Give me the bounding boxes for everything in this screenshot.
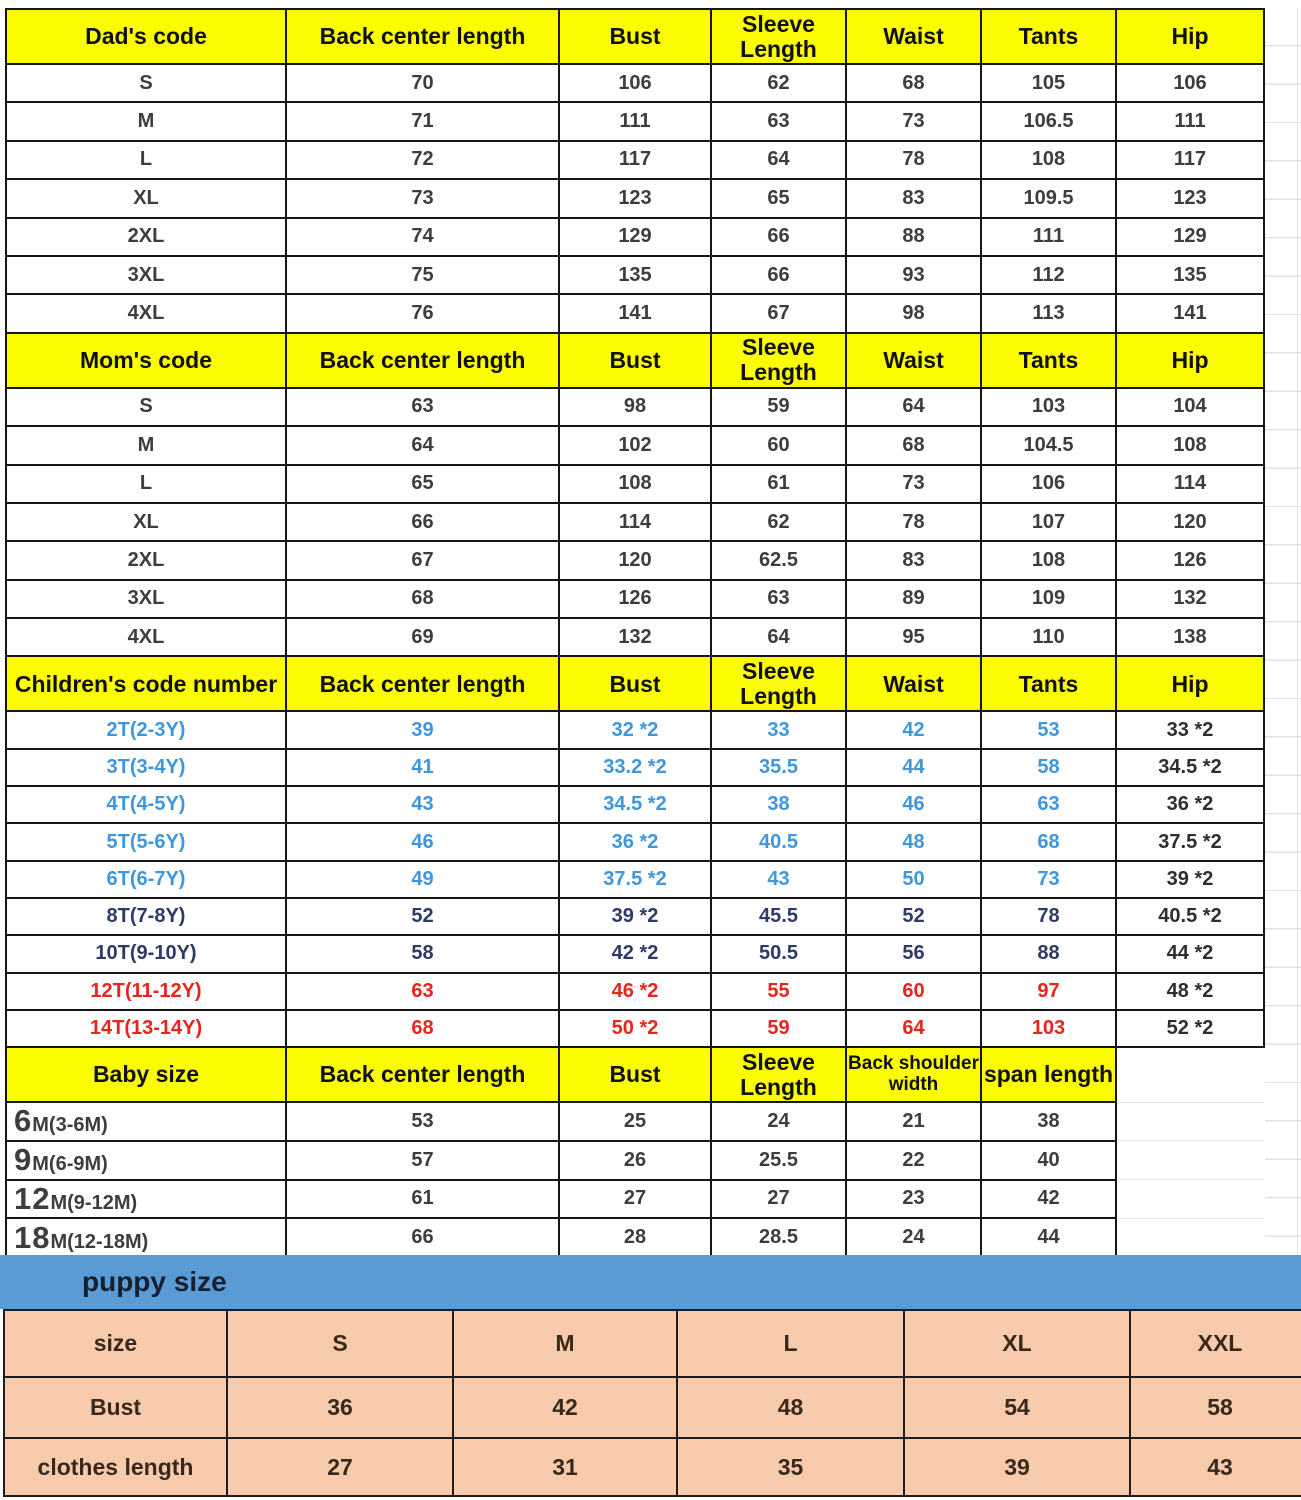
table-row xyxy=(6,580,1264,618)
table-row xyxy=(6,256,1264,294)
baby-size-label-cell xyxy=(6,1102,286,1141)
table-cell: 73 xyxy=(846,102,981,140)
table-cell: 114 xyxy=(559,503,711,541)
table-cell: 111 xyxy=(981,218,1116,256)
table-cell: 52 *2 xyxy=(1116,1010,1264,1047)
table-cell: 50.5 xyxy=(711,935,846,972)
puppy-size-table xyxy=(3,1309,1301,1497)
table-cell: 88 xyxy=(846,218,981,256)
table-row xyxy=(6,465,1264,503)
column-header: Back center length xyxy=(286,656,559,711)
empty-cell xyxy=(1116,1218,1264,1257)
table-cell: 6T(6-7Y) xyxy=(6,861,286,898)
table-cell: 33 *2 xyxy=(1116,711,1264,748)
empty-cell xyxy=(1116,1141,1264,1180)
baby-size-label-cell xyxy=(6,1218,286,1257)
table-cell: 132 xyxy=(559,618,711,656)
table-cell: 72 xyxy=(286,141,559,179)
table-cell: 68 xyxy=(981,823,1116,860)
table-cell: 64 xyxy=(711,618,846,656)
table-cell: 43 xyxy=(286,786,559,823)
column-header: Bust xyxy=(559,1047,711,1102)
puppy-cell: 42 xyxy=(453,1377,677,1438)
table-cell: 135 xyxy=(1116,256,1264,294)
puppy-cell: 31 xyxy=(453,1438,677,1496)
empty-cell xyxy=(1116,1102,1264,1141)
column-header: Tants xyxy=(981,9,1116,64)
table-cell: 35.5 xyxy=(711,749,846,786)
baby-size-label-cell xyxy=(6,1180,286,1219)
table-cell: M xyxy=(6,102,286,140)
column-header: span length xyxy=(981,1047,1116,1102)
spreadsheet-gridlines xyxy=(1265,8,1301,1255)
table-cell: 3T(3-4Y) xyxy=(6,749,286,786)
table-cell: 68 xyxy=(286,1010,559,1047)
column-header: Sleeve Length xyxy=(711,1047,846,1102)
table-cell: 62 xyxy=(711,64,846,102)
column-header: Back center length xyxy=(286,333,559,388)
table-cell: 110 xyxy=(981,618,1116,656)
puppy-row-label: Bust xyxy=(4,1377,227,1438)
column-header: Sleeve Length xyxy=(711,9,846,64)
table-cell: 98 xyxy=(846,294,981,332)
puppy-table-row xyxy=(4,1310,1301,1377)
table-cell: 102 xyxy=(559,426,711,464)
table-cell: 126 xyxy=(559,580,711,618)
table-cell: 3XL xyxy=(6,256,286,294)
table-cell: 135 xyxy=(559,256,711,294)
table-cell: 75 xyxy=(286,256,559,294)
table-cell: 106 xyxy=(981,465,1116,503)
table-cell: 97 xyxy=(981,973,1116,1010)
table-row xyxy=(6,823,1264,860)
table-cell: 74 xyxy=(286,218,559,256)
table-cell: 44 xyxy=(846,749,981,786)
table-cell: 25.5 xyxy=(711,1141,846,1180)
table-cell: 49 xyxy=(286,861,559,898)
column-header: Children's code number xyxy=(6,656,286,711)
table-row xyxy=(6,711,1264,748)
table-cell: 46 xyxy=(846,786,981,823)
table-cell: 27 xyxy=(559,1180,711,1219)
table-cell: 117 xyxy=(1116,141,1264,179)
table-cell: 138 xyxy=(1116,618,1264,656)
table-row xyxy=(6,179,1264,217)
column-header: Mom's code xyxy=(6,333,286,388)
table-cell: 4XL xyxy=(6,618,286,656)
table-cell: 141 xyxy=(559,294,711,332)
table-cell: 126 xyxy=(1116,541,1264,579)
table-cell: 66 xyxy=(711,256,846,294)
table-cell: 108 xyxy=(981,541,1116,579)
table-cell: 88 xyxy=(981,935,1116,972)
table-row xyxy=(6,218,1264,256)
table-cell: 3XL xyxy=(6,580,286,618)
puppy-cell: 39 xyxy=(904,1438,1130,1496)
table-cell: 46 xyxy=(286,823,559,860)
table-cell: 52 xyxy=(286,898,559,935)
baby-size-range: M(12-18M) xyxy=(50,1230,149,1253)
table-cell: 40.5 xyxy=(711,823,846,860)
puppy-cell: 36 xyxy=(227,1377,453,1438)
table-row xyxy=(6,102,1264,140)
table-cell: 61 xyxy=(711,465,846,503)
table-cell: 24 xyxy=(711,1102,846,1141)
table-cell: 55 xyxy=(711,973,846,1010)
table-cell: 38 xyxy=(981,1102,1116,1141)
table-row xyxy=(6,541,1264,579)
table-cell: 39 *2 xyxy=(1116,861,1264,898)
baby-header-row xyxy=(6,1047,1264,1102)
table-cell: 44 *2 xyxy=(1116,935,1264,972)
table-cell: M xyxy=(6,426,286,464)
table-cell: S xyxy=(6,64,286,102)
table-cell: 26 xyxy=(559,1141,711,1180)
puppy-cell: M xyxy=(453,1310,677,1377)
table-cell: 63 xyxy=(711,102,846,140)
table-cell: XL xyxy=(6,503,286,541)
table-cell: 73 xyxy=(846,465,981,503)
table-cell: 5T(5-6Y) xyxy=(6,823,286,860)
table-row xyxy=(6,1102,1264,1141)
table-row xyxy=(6,861,1264,898)
column-header: Hip xyxy=(1116,9,1264,64)
table-row xyxy=(6,898,1264,935)
table-cell: 76 xyxy=(286,294,559,332)
table-cell: 22 xyxy=(846,1141,981,1180)
table-row xyxy=(6,1141,1264,1180)
table-cell: 23 xyxy=(846,1180,981,1219)
table-cell: 64 xyxy=(286,426,559,464)
column-header: Bust xyxy=(559,656,711,711)
baby-size-number: 9 xyxy=(14,1142,33,1178)
puppy-cell: 27 xyxy=(227,1438,453,1496)
table-cell: 53 xyxy=(286,1102,559,1141)
table-cell: L xyxy=(6,465,286,503)
table-cell: 57 xyxy=(286,1141,559,1180)
table-cell: 63 xyxy=(981,786,1116,823)
size-tables xyxy=(5,8,1265,1258)
column-header: Tants xyxy=(981,333,1116,388)
table-cell: 38 xyxy=(711,786,846,823)
baby-size-label-cell xyxy=(6,1141,286,1180)
table-row xyxy=(6,388,1264,426)
table-cell: 106 xyxy=(559,64,711,102)
table-row xyxy=(6,503,1264,541)
table-cell: 114 xyxy=(1116,465,1264,503)
table-row xyxy=(6,426,1264,464)
table-cell: XL xyxy=(6,179,286,217)
baby-size-range: M(6-9M) xyxy=(32,1153,108,1176)
table-cell: 39 xyxy=(286,711,559,748)
table-cell: 24 xyxy=(846,1218,981,1257)
table-cell: 69 xyxy=(286,618,559,656)
puppy-cell: XXL xyxy=(1130,1310,1301,1377)
table-cell: 50 *2 xyxy=(559,1010,711,1047)
column-header: Bust xyxy=(559,9,711,64)
table-cell: 2T(2-3Y) xyxy=(6,711,286,748)
table-cell: 70 xyxy=(286,64,559,102)
table-cell: 63 xyxy=(711,580,846,618)
table-cell: 34.5 *2 xyxy=(1116,749,1264,786)
table-row xyxy=(6,141,1264,179)
children-header-row xyxy=(6,656,1264,711)
table-row xyxy=(6,618,1264,656)
table-cell: 28 xyxy=(559,1218,711,1257)
table-cell: S xyxy=(6,388,286,426)
table-cell: 52 xyxy=(846,898,981,935)
table-cell: 93 xyxy=(846,256,981,294)
table-cell: 141 xyxy=(1116,294,1264,332)
baby-size-number: 6 xyxy=(14,1103,33,1139)
table-cell: 33.2 *2 xyxy=(559,749,711,786)
table-cell: 53 xyxy=(981,711,1116,748)
table-cell: 67 xyxy=(286,541,559,579)
table-cell: 106.5 xyxy=(981,102,1116,140)
table-cell: 4T(4-5Y) xyxy=(6,786,286,823)
table-cell: 12T(11-12Y) xyxy=(6,973,286,1010)
table-cell: 107 xyxy=(981,503,1116,541)
table-cell: 63 xyxy=(286,388,559,426)
puppy-cell: 54 xyxy=(904,1377,1130,1438)
table-cell: 109 xyxy=(981,580,1116,618)
table-cell: 112 xyxy=(981,256,1116,294)
table-cell: 78 xyxy=(981,898,1116,935)
table-cell: 78 xyxy=(846,141,981,179)
table-cell: 106 xyxy=(1116,64,1264,102)
puppy-cell: S xyxy=(227,1310,453,1377)
table-cell: 111 xyxy=(559,102,711,140)
table-cell: 123 xyxy=(1116,179,1264,217)
puppy-cell: 48 xyxy=(677,1377,904,1438)
table-cell: 111 xyxy=(1116,102,1264,140)
table-cell: 104 xyxy=(1116,388,1264,426)
table-cell: 33 xyxy=(711,711,846,748)
table-cell: 58 xyxy=(981,749,1116,786)
puppy-cell: XL xyxy=(904,1310,1130,1377)
table-cell: 61 xyxy=(286,1180,559,1219)
table-cell: 62.5 xyxy=(711,541,846,579)
table-cell: 2XL xyxy=(6,218,286,256)
table-cell: 41 xyxy=(286,749,559,786)
column-header: Sleeve Length xyxy=(711,333,846,388)
column-header: Waist xyxy=(846,333,981,388)
table-cell: 44 xyxy=(981,1218,1116,1257)
table-cell: 132 xyxy=(1116,580,1264,618)
table-row xyxy=(6,786,1264,823)
puppy-cell: L xyxy=(677,1310,904,1377)
table-cell: 104.5 xyxy=(981,426,1116,464)
table-cell: 50 xyxy=(846,861,981,898)
table-cell: 48 xyxy=(846,823,981,860)
table-cell: 42 xyxy=(846,711,981,748)
puppy-banner-label: puppy size xyxy=(82,1266,227,1297)
table-cell: 42 xyxy=(981,1180,1116,1219)
table-cell: 113 xyxy=(981,294,1116,332)
table-cell: 56 xyxy=(846,935,981,972)
table-row xyxy=(6,1010,1264,1047)
table-cell: 34.5 *2 xyxy=(559,786,711,823)
table-cell: 83 xyxy=(846,541,981,579)
table-row xyxy=(6,1180,1264,1219)
table-cell: 10T(9-10Y) xyxy=(6,935,286,972)
table-row xyxy=(6,64,1264,102)
table-cell: 98 xyxy=(559,388,711,426)
table-cell: 73 xyxy=(286,179,559,217)
table-cell: 109.5 xyxy=(981,179,1116,217)
table-cell: 89 xyxy=(846,580,981,618)
table-row xyxy=(6,935,1264,972)
baby-size-range: M(9-12M) xyxy=(50,1191,138,1214)
column-header: Baby size xyxy=(6,1047,286,1102)
baby-size-number: 12 xyxy=(14,1180,51,1216)
table-cell: 60 xyxy=(711,426,846,464)
table-cell: 129 xyxy=(559,218,711,256)
table-cell: 66 xyxy=(286,503,559,541)
table-cell: 59 xyxy=(711,388,846,426)
table-cell: 46 *2 xyxy=(559,973,711,1010)
table-cell: 62 xyxy=(711,503,846,541)
table-cell: 43 xyxy=(711,861,846,898)
table-cell: 68 xyxy=(846,64,981,102)
table-cell: 68 xyxy=(846,426,981,464)
table-cell: 2XL xyxy=(6,541,286,579)
column-header: Bust xyxy=(559,333,711,388)
puppy-row-label: clothes length xyxy=(4,1438,227,1496)
table-cell: 123 xyxy=(559,179,711,217)
table-cell: 45.5 xyxy=(711,898,846,935)
table-cell: 59 xyxy=(711,1010,846,1047)
column-header: Back shoulder width xyxy=(846,1047,981,1102)
table-cell: 71 xyxy=(286,102,559,140)
empty-cell xyxy=(1116,1047,1264,1102)
baby-size-number: 18 xyxy=(14,1219,51,1255)
baby-size-range: M(3-6M) xyxy=(32,1114,108,1137)
table-row xyxy=(6,1218,1264,1257)
table-cell: 60 xyxy=(846,973,981,1010)
table-cell: 42 *2 xyxy=(559,935,711,972)
table-cell: 105 xyxy=(981,64,1116,102)
table-cell: 21 xyxy=(846,1102,981,1141)
puppy-cell: 58 xyxy=(1130,1377,1301,1438)
table-cell: 36 *2 xyxy=(1116,786,1264,823)
table-cell: 64 xyxy=(711,141,846,179)
table-cell: 66 xyxy=(711,218,846,256)
table-cell: 48 *2 xyxy=(1116,973,1264,1010)
table-cell: 120 xyxy=(559,541,711,579)
table-cell: 4XL xyxy=(6,294,286,332)
table-cell: 25 xyxy=(559,1102,711,1141)
column-header: Back center length xyxy=(286,9,559,64)
dad-header-row xyxy=(6,9,1264,64)
table-cell: 8T(7-8Y) xyxy=(6,898,286,935)
mom-header-row xyxy=(6,333,1264,388)
table-cell: 28.5 xyxy=(711,1218,846,1257)
table-cell: 36 *2 xyxy=(559,823,711,860)
table-cell: 66 xyxy=(286,1218,559,1257)
table-cell: 117 xyxy=(559,141,711,179)
table-cell: 39 *2 xyxy=(559,898,711,935)
table-cell: 103 xyxy=(981,388,1116,426)
puppy-cell: 35 xyxy=(677,1438,904,1496)
table-cell: 37.5 *2 xyxy=(559,861,711,898)
column-header: Dad's code xyxy=(6,9,286,64)
table-cell: 120 xyxy=(1116,503,1264,541)
table-cell: L xyxy=(6,141,286,179)
table-row xyxy=(6,294,1264,332)
table-cell: 14T(13-14Y) xyxy=(6,1010,286,1047)
column-header: Waist xyxy=(846,9,981,64)
table-cell: 108 xyxy=(559,465,711,503)
table-cell: 67 xyxy=(711,294,846,332)
table-cell: 65 xyxy=(286,465,559,503)
puppy-table-row xyxy=(4,1438,1301,1496)
table-cell: 40 xyxy=(981,1141,1116,1180)
column-header: Hip xyxy=(1116,333,1264,388)
column-header: Tants xyxy=(981,656,1116,711)
puppy-size-banner xyxy=(0,1255,1301,1309)
table-cell: 108 xyxy=(981,141,1116,179)
table-row xyxy=(6,749,1264,786)
table-cell: 27 xyxy=(711,1180,846,1219)
table-cell: 64 xyxy=(846,1010,981,1047)
table-cell: 63 xyxy=(286,973,559,1010)
table-cell: 83 xyxy=(846,179,981,217)
column-header: Hip xyxy=(1116,656,1264,711)
puppy-cell: 43 xyxy=(1130,1438,1301,1496)
table-cell: 65 xyxy=(711,179,846,217)
table-cell: 68 xyxy=(286,580,559,618)
table-cell: 40.5 *2 xyxy=(1116,898,1264,935)
table-cell: 103 xyxy=(981,1010,1116,1047)
table-cell: 95 xyxy=(846,618,981,656)
column-header: Sleeve Length xyxy=(711,656,846,711)
table-cell: 73 xyxy=(981,861,1116,898)
table-cell: 37.5 *2 xyxy=(1116,823,1264,860)
table-cell: 108 xyxy=(1116,426,1264,464)
column-header: Waist xyxy=(846,656,981,711)
table-cell: 129 xyxy=(1116,218,1264,256)
puppy-table-row xyxy=(4,1377,1301,1438)
table-cell: 64 xyxy=(846,388,981,426)
table-cell: 58 xyxy=(286,935,559,972)
empty-cell xyxy=(1116,1180,1264,1219)
table-row xyxy=(6,973,1264,1010)
table-cell: 32 *2 xyxy=(559,711,711,748)
column-header: Back center length xyxy=(286,1047,559,1102)
puppy-row-label: size xyxy=(4,1310,227,1377)
table-cell: 78 xyxy=(846,503,981,541)
